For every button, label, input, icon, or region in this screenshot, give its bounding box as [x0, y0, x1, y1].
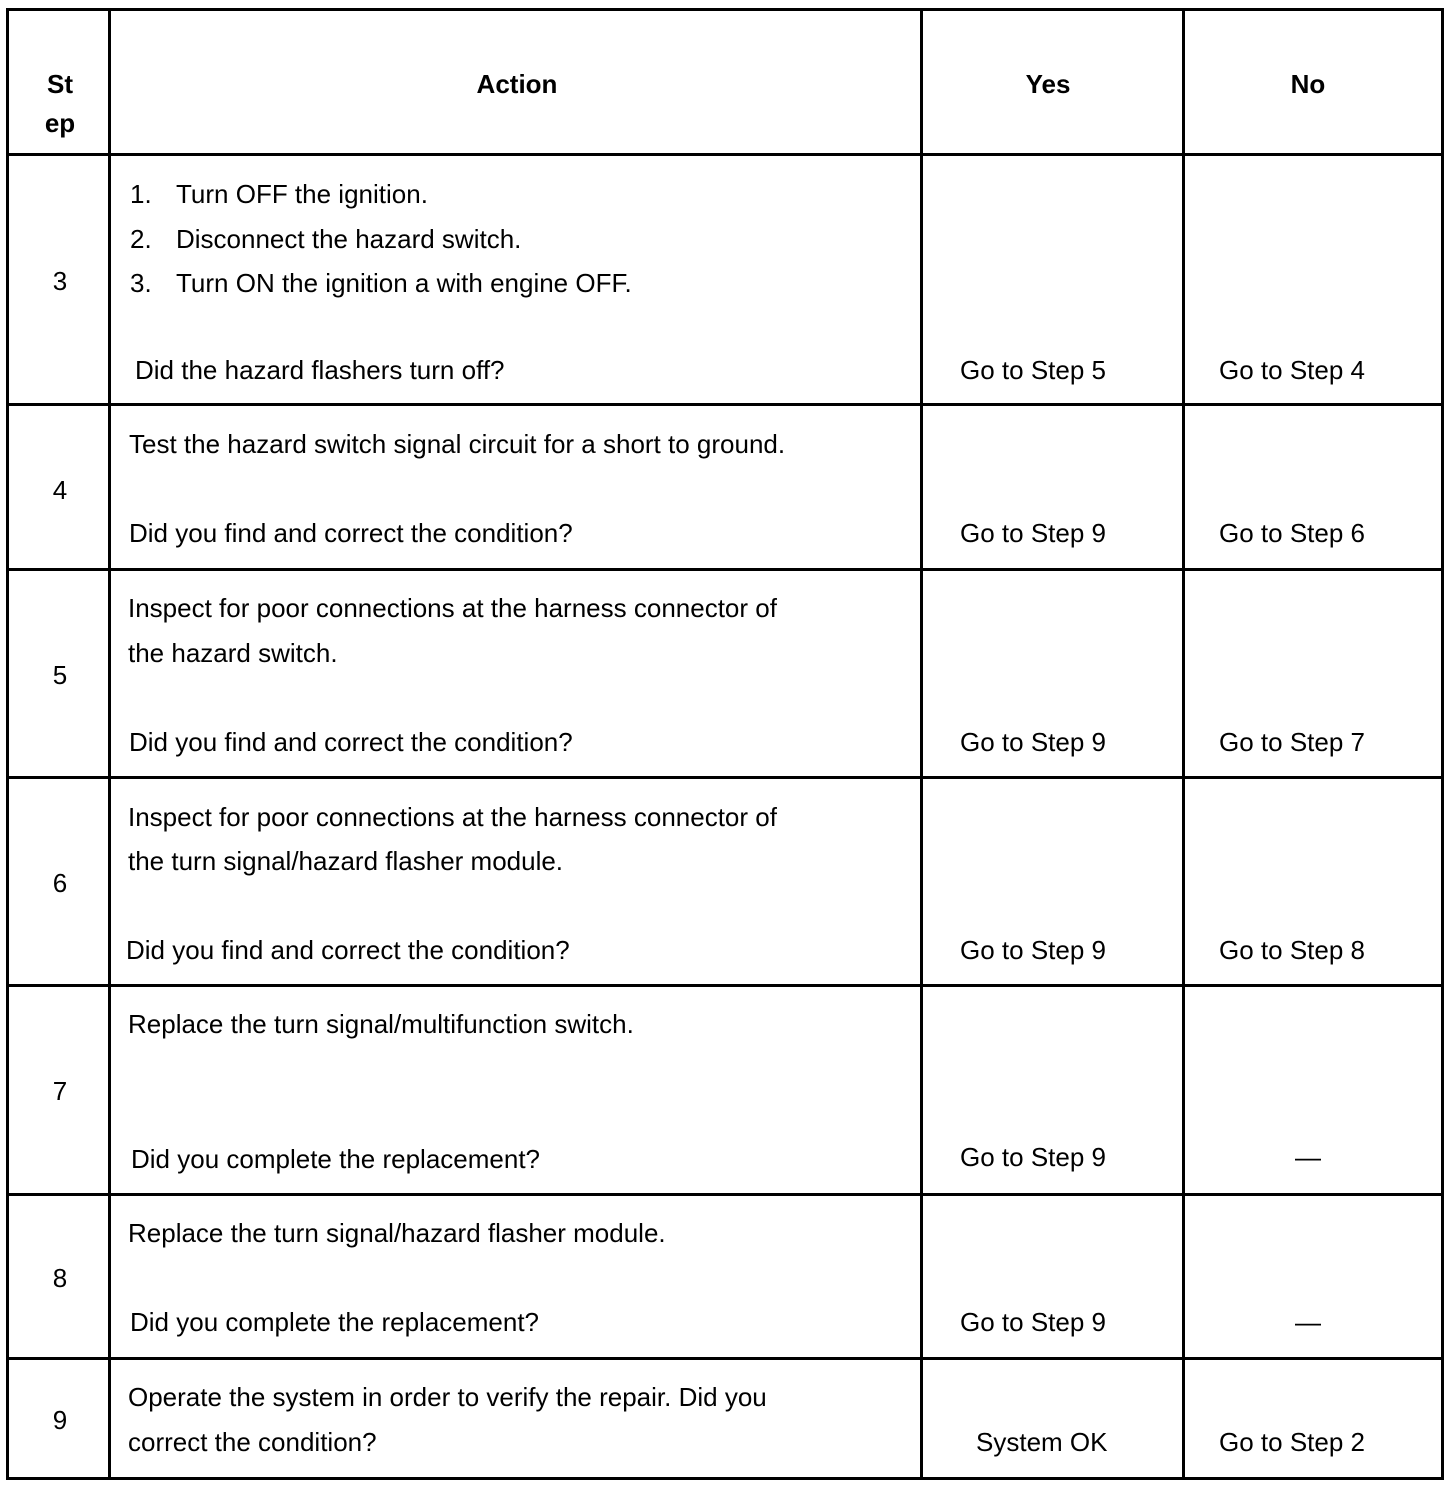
action-question: Did the hazard flashers turn off? — [135, 355, 505, 385]
action-question: Did you find and correct the condition? — [126, 935, 570, 965]
step-number: 3 — [52, 266, 68, 296]
table-row — [9, 987, 1441, 1196]
list-item — [130, 179, 428, 209]
yes-cell — [923, 571, 1185, 776]
action-question: Did you find and correct the condition? — [129, 727, 573, 757]
action-cell — [111, 1196, 923, 1357]
step-cell — [9, 1360, 111, 1477]
list-item-number: 2. — [130, 224, 152, 254]
yes-cell — [923, 1360, 1185, 1477]
header-action: Action — [476, 69, 558, 99]
no-answer: Go to Step 7 — [1219, 727, 1365, 757]
header-no-cell — [1185, 11, 1441, 153]
header-yes: Yes — [1025, 69, 1071, 99]
list-item — [130, 268, 632, 298]
step-number: 7 — [52, 1076, 68, 1106]
table-row — [9, 406, 1441, 571]
list-item-number: 3. — [130, 268, 152, 298]
action-cell — [111, 1360, 923, 1477]
header-step-line2: ep — [44, 108, 76, 138]
yes-answer: Go to Step 9 — [960, 1142, 1106, 1172]
no-answer: — — [1295, 1307, 1321, 1337]
yes-cell — [923, 779, 1185, 984]
action-text: the turn signal/hazard flasher module. — [128, 846, 564, 876]
action-text: Replace the turn signal/multifunction switch. — [128, 1009, 634, 1039]
yes-cell — [923, 987, 1185, 1193]
action-text: Inspect for poor connections at the harness connector of — [128, 593, 777, 623]
step-number: 5 — [52, 660, 68, 690]
table-row — [9, 156, 1441, 406]
no-answer: Go to Step 2 — [1219, 1427, 1365, 1457]
yes-answer: Go to Step 9 — [960, 1307, 1106, 1337]
step-number: 6 — [52, 868, 68, 898]
step-cell — [9, 571, 111, 776]
step-number: 4 — [52, 475, 68, 505]
no-cell — [1185, 1196, 1441, 1357]
action-question: Did you complete the replacement? — [131, 1144, 541, 1174]
action-cell — [111, 571, 923, 776]
action-cell — [111, 779, 923, 984]
no-answer: Go to Step 6 — [1219, 518, 1365, 548]
action-text: Operate the system in order to verify the repair. Did you — [128, 1382, 767, 1412]
yes-answer: System OK — [976, 1427, 1108, 1457]
header-yes-cell — [923, 11, 1185, 153]
no-cell — [1185, 779, 1441, 984]
step-cell — [9, 779, 111, 984]
table-row — [9, 571, 1441, 779]
yes-answer: Go to Step 9 — [960, 518, 1106, 548]
list-item-text: Turn ON the ignition a with engine OFF. — [176, 268, 632, 298]
no-cell — [1185, 406, 1441, 568]
yes-cell — [923, 406, 1185, 568]
yes-answer: Go to Step 5 — [960, 355, 1106, 385]
step-cell — [9, 987, 111, 1193]
action-text: correct the condition? — [128, 1427, 377, 1457]
no-cell — [1185, 571, 1441, 776]
table-row — [9, 779, 1441, 987]
yes-answer: Go to Step 9 — [960, 727, 1106, 757]
action-question: Did you find and correct the condition? — [129, 518, 573, 548]
no-answer: Go to Step 8 — [1219, 935, 1365, 965]
action-question: Did you complete the replacement? — [130, 1307, 540, 1337]
yes-cell — [923, 1196, 1185, 1357]
action-cell — [111, 406, 923, 568]
list-item — [130, 224, 521, 254]
table-row — [9, 1196, 1441, 1360]
step-cell — [9, 156, 111, 403]
yes-cell — [923, 156, 1185, 403]
action-cell — [111, 987, 923, 1193]
action-text: Test the hazard switch signal circuit for a short to ground. — [129, 429, 786, 459]
yes-answer: Go to Step 9 — [960, 935, 1106, 965]
no-answer: Go to Step 4 — [1219, 355, 1365, 385]
step-number: 8 — [52, 1263, 68, 1293]
header-action-cell — [111, 11, 923, 153]
table-row — [9, 1360, 1441, 1477]
header-row — [9, 11, 1441, 156]
diagnostic-table — [6, 8, 1444, 1480]
header-step-line1: St — [47, 69, 73, 99]
action-text: the hazard switch. — [128, 638, 338, 668]
list-item-text: Turn OFF the ignition. — [176, 179, 428, 209]
step-cell — [9, 406, 111, 568]
header-step-cell — [9, 11, 111, 153]
no-cell — [1185, 156, 1441, 403]
step-cell — [9, 1196, 111, 1357]
header-no: No — [1290, 69, 1326, 99]
action-text: Inspect for poor connections at the harness connector of — [128, 802, 777, 832]
list-item-text: Disconnect the hazard switch. — [176, 224, 522, 254]
action-cell — [111, 156, 923, 403]
step-number: 9 — [52, 1405, 68, 1435]
action-text: Replace the turn signal/hazard flasher module. — [128, 1218, 666, 1248]
no-answer: — — [1295, 1142, 1321, 1172]
no-cell — [1185, 1360, 1441, 1477]
list-item-number: 1. — [130, 179, 152, 209]
no-cell — [1185, 987, 1441, 1193]
